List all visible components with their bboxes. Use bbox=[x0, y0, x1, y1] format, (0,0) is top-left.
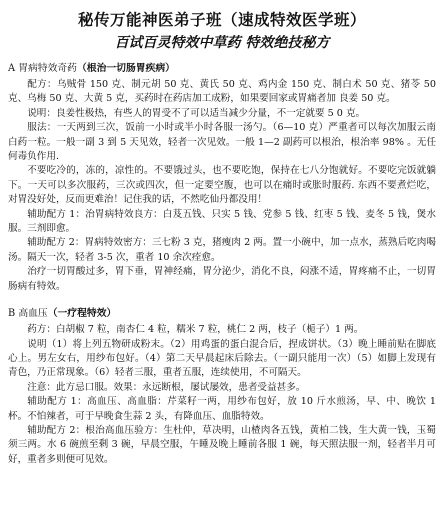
section-gap bbox=[8, 294, 436, 301]
section-a-paragraph: 服法：一天两到三次，饭前一小时或半小时各服一汤勺。（6—10 克）严重者可以每次加服云南白药一粒。一般一副 3 到 5 天见效，轻者一次见效。一般 1—2 副药可以根治，根治率 98% 。无任何毒负作用. bbox=[8, 122, 436, 163]
section-a-heading bbox=[8, 62, 436, 76]
section-b-paragraph: 辅助配方 2：根治高血压验方：生杜仲，草决明，山楂肉各五钱，黄柏二钱，生大黄一钱，玉蜀须三两。水 6 碗煎至剩 3 碗，早晨空服，午睡及晚上睡前各服 1 碗，每天照法服一剂，轻者半月可好，重者多则便可见效。 bbox=[8, 424, 436, 465]
section-b-heading bbox=[8, 307, 436, 321]
section-a-paragraph: 治疗一切胃酸过多，胃下垂，胃神经痛，胃分泌少，消化不良，闷涨不适，胃疼痛不止，一切胃肠病有特效。 bbox=[8, 266, 436, 292]
section-b-paragraph: 说明（1）将上列五物研成粉末。（2）用鸡蛋的蛋白混合后，捏成饼状。（3）晚上睡前贴在脚底心上。男左女右，用纱布包好。（4）第二天早晨起床后除去。（一副只能用一次）（5）如脚上发现有青色，乃正常现象。（6）轻者三服，重者五服，连续使用，不可隔天。 bbox=[8, 338, 436, 379]
section-a-heading-text: A 胃病特效奇药 bbox=[8, 63, 77, 74]
section-b-heading-text: B 高血压 bbox=[8, 308, 48, 320]
section-b-paragraph: 药方：白胡椒 7 粒，南杏仁 4 粒，糯米 7 粒，桃仁 2 两，枝子（栀子）1 两。 bbox=[27, 324, 364, 336]
section-a-paragraph: 辅助配方 1：治胃病特效良方：白芨五钱、只实 5 钱、党参 5 钱、红枣 5 钱、麦冬 5 钱，煲水服。三剂即愈。 bbox=[8, 208, 436, 235]
section-a-heading-paren: （根治一切肠胃疾病） bbox=[76, 63, 175, 74]
section-a-paragraph: 说明：良姜性极热，有些人的胃受不了可以适当减少分量，不一定就要 5 0 克。 bbox=[27, 107, 366, 119]
page-subtitle: 百试百灵特效中草药 特效绝技秘方 bbox=[114, 35, 330, 51]
section-a-paragraph: 配方：乌贼骨 150 克、制元胡 50 克、黄氏 50 克、鸡内金 150 克、制白术 50 克、猪苓 50 克、乌梅 50 克、大黄 5 克，买药时在药店加工成粉，如果要回家或胃痛者加 良姜 50 克。 bbox=[8, 79, 436, 105]
section-b-heading-paren: （一疗程特效） bbox=[47, 308, 117, 320]
page-title: 秘传万能神医弟子班（速成特效医学班） bbox=[77, 10, 366, 29]
section-b-paragraph: 注意：此方忌口服。效果：永远断根，屡试屡效，患者受益甚多。 bbox=[27, 381, 306, 393]
section-a-paragraph: 辅助配方 2：胃病特效密方：三七粉 3 克，猪瘦肉 2 两。置一小碗中，加一点水，蒸熟后吃肉喝汤。隔天一次，轻者 3-5 次，重者 10 余次痊愈。 bbox=[8, 237, 436, 263]
section-a-paragraph: 不要吃冷的，冻的，凉性的。不要饿过头，也不要吃饱，保持在七八分饱就好。不要吃完饭就躺下。一天可以多次服药，三次或四次，但一定要空腹，也可以在痛时或胀时服药. 东西不要煮烂吃，对胃没好处，反而更难治！记住我的话，不然吃仙丹都没用！ bbox=[8, 165, 436, 206]
section-b-paragraph: 辅助配方 1：高血压、高血脂：芹菜籽一两，用纱布包好，放 10 斤水煎汤，早、中、晚饮 1 杯。不怕辣者，可于早晚食生蒜 2 头，有降血压、血脂特效。 bbox=[8, 396, 436, 422]
